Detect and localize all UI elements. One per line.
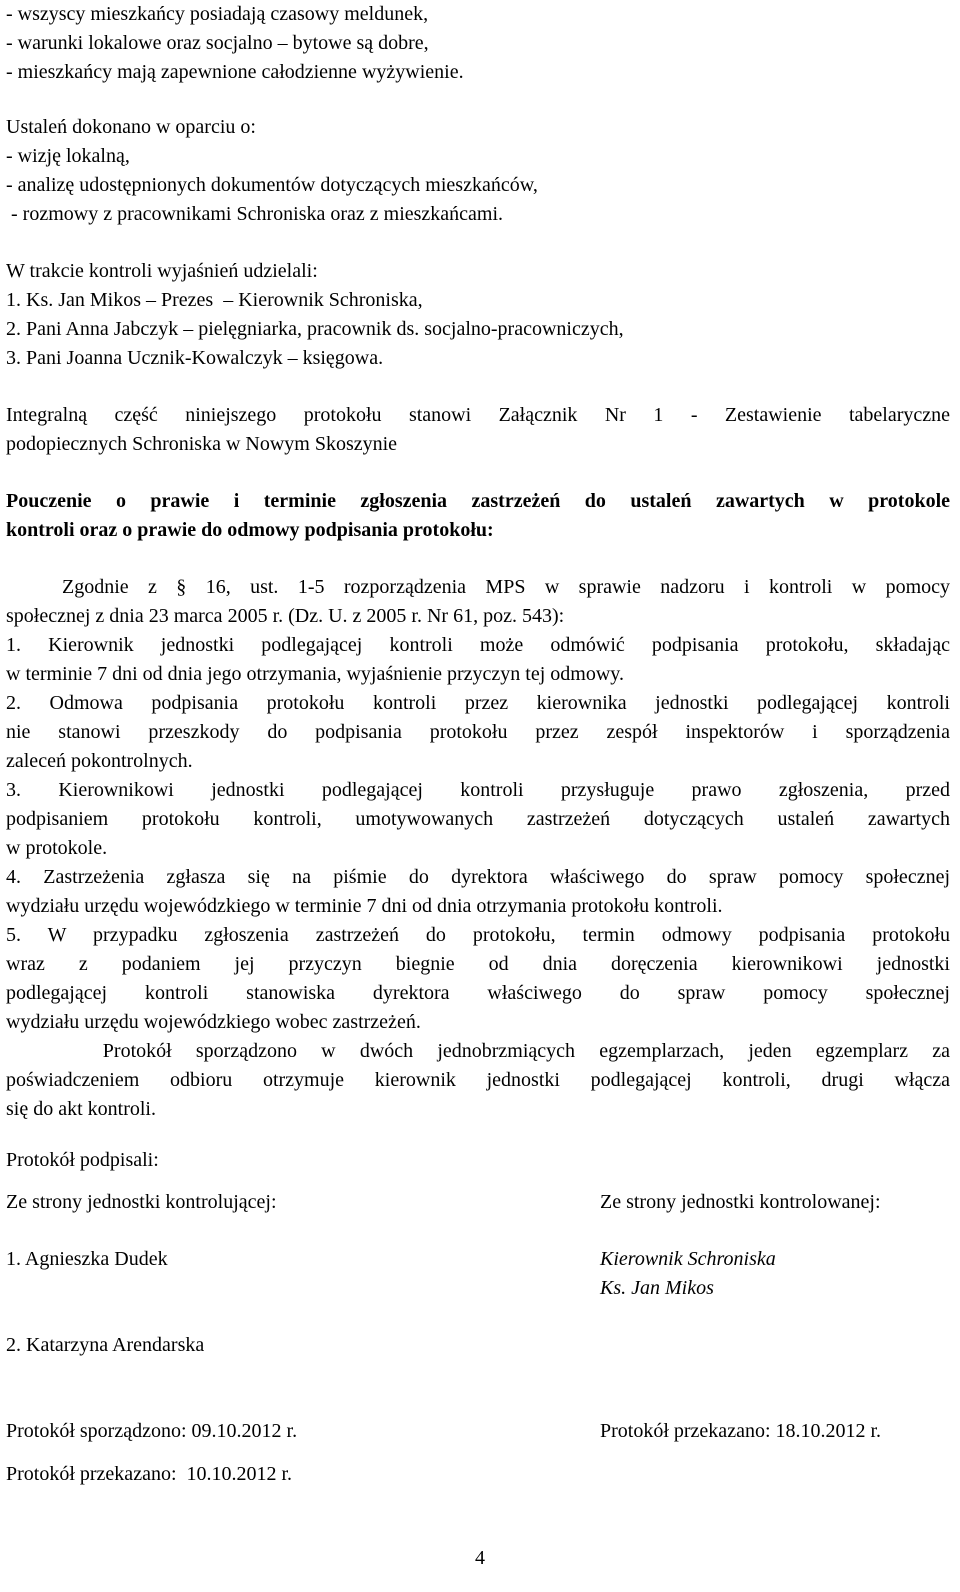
findings-item: - wizję lokalną, <box>6 145 130 167</box>
dates-row-1 <box>6 1417 950 1446</box>
point-line: wraz z podaniem jej przyczyn biegnie od dnia doręczenia kierownikowi jednostki <box>6 953 950 975</box>
prepared-date: Protokół sporządzono: 09.10.2012 r. <box>6 1420 298 1442</box>
page-number: 4 <box>475 1547 485 1569</box>
signature-row-1 <box>6 1245 950 1274</box>
point-4 <box>6 863 950 921</box>
inspected-party-heading: Ze strony jednostki kontrolowanej: <box>600 1191 881 1213</box>
inspecting-party-heading: Ze strony jednostki kontrolującej: <box>6 1191 277 1213</box>
handed-date-right: Protokół przekazano: 18.10.2012 r. <box>600 1420 882 1442</box>
handed-date-left: Protokół przekazano: 10.10.2012 r. <box>6 1463 293 1485</box>
paragraph-line: poświadczeniem odbioru otrzymuje kierownik jednostki podlegającej kontroli, drugi włącza <box>6 1069 950 1091</box>
findings-section <box>6 113 950 229</box>
point-3 <box>6 776 950 863</box>
paragraph-line: społecznej z dnia 23 marca 2005 r. (Dz. U. z 2005 r. Nr 61, poz. 543): <box>6 605 565 627</box>
point-line: w protokole. <box>6 837 108 859</box>
point-line: 2. Odmowa podpisania protokołu kontroli przez kierownika jednostki podlegającej kontroli <box>6 692 950 714</box>
signatures-columns-row <box>6 1188 950 1217</box>
heading-line: Pouczenie o prawie i terminie zgłoszenia zastrzeżeń do ustaleń zawartych w protokole <box>6 490 950 512</box>
point-1 <box>6 631 950 689</box>
paragraph-line: Integralną część niniejszego protokołu stanowi Załącznik Nr 1 - Zestawienie tabelaryczne <box>6 404 950 426</box>
paragraph-line: podopiecznych Schroniska w Nowym Skoszynie <box>6 433 398 455</box>
instruction-points <box>6 631 950 1124</box>
point-line: 3. Kierownikowi jednostki podlegającej kontroli przysługuje prawo zgłoszenia, przed <box>6 779 950 801</box>
dates-row-2 <box>6 1460 950 1489</box>
point-line: podpisaniem protokołu kontroli, umotywowanych zastrzeżeń dotyczących ustaleń zawartych <box>6 808 950 830</box>
findings-heading: Ustaleń dokonano w oparciu o: <box>6 116 256 138</box>
point-line: 5. W przypadku zgłoszenia zastrzeżeń do protokołu, termin odmowy podpisania protokołu <box>6 924 950 946</box>
signature-row-3 <box>6 1331 950 1360</box>
point-line: 4. Zastrzeżenia zgłasza się na piśmie do dyrektora właściwego do spraw pomocy społecznej <box>6 866 950 888</box>
heading-line: kontroli oraz o prawie do odmowy podpisania protokołu: <box>6 519 494 541</box>
bullet-line: - warunki lokalowe oraz socjalno – bytowe są dobre, <box>6 32 429 54</box>
point-line: podlegającej kontroli stanowiska dyrektora właściwego do spraw pomocy społecznej <box>6 982 950 1004</box>
explanations-item: 2. Pani Anna Jabczyk – pielęgniarka, pracownik ds. socjalno-pracowniczych, <box>6 318 624 340</box>
findings-item: - analizę udostępnionych dokumentów dotyczących mieszkańców, <box>6 174 538 196</box>
intro-bullets <box>6 0 950 87</box>
point-line: zaleceń pokontrolnych. <box>6 750 193 772</box>
findings-item: - rozmowy z pracownikami Schroniska oraz z mieszkańcami. <box>6 203 504 225</box>
signatures-heading-row <box>6 1146 950 1175</box>
point-line: 1. Kierownik jednostki podlegającej kontroli może odmówić podpisania protokołu, składając <box>6 634 950 656</box>
paragraph-line: Zgodnie z § 16, ust. 1-5 rozporządzenia MPS w sprawie nadzoru i kontroli w pomocy <box>62 576 950 598</box>
point-line: w terminie 7 dni od dnia jego otrzymania, wyjaśnienie przyczyn tej odmowy. <box>6 663 624 685</box>
inspector-1: 1. Agnieszka Dudek <box>6 1248 168 1270</box>
bullet-line: - wszyscy mieszkańcy posiadają czasowy meldunek, <box>6 3 429 25</box>
point-line: wydziału urzędu wojewódzkiego w terminie 7 dni od dnia otrzymania protokołu kontroli. <box>6 895 723 917</box>
attachment-paragraph <box>6 401 950 459</box>
paragraph-line: Protokół sporządzono w dwóch jednobrzmiących egzemplarzach, jeden egzemplarz za <box>6 1040 950 1062</box>
point-5 <box>6 921 950 1037</box>
signatures-heading: Protokół podpisali: <box>6 1149 159 1171</box>
inspector-2: 2. Katarzyna Arendarska <box>6 1334 205 1356</box>
explanations-section <box>6 257 950 373</box>
point-2 <box>6 689 950 776</box>
legal-basis <box>6 573 950 631</box>
explanations-item: 1. Ks. Jan Mikos – Prezes – Kierownik Schroniska, <box>6 289 423 311</box>
instruction-heading <box>6 487 950 545</box>
signature-row-2 <box>6 1274 950 1303</box>
explanations-item: 3. Pani Joanna Ucznik-Kowalczyk – księgowa. <box>6 347 384 369</box>
inspected-signatory-title: Kierownik Schroniska <box>600 1248 776 1270</box>
point-line: nie stanowi przeszkody do podpisania protokołu przez zespół inspektorów i sporządzenia <box>6 721 950 743</box>
explanations-heading: W trakcie kontroli wyjaśnień udzielali: <box>6 260 318 282</box>
paragraph-line: się do akt kontroli. <box>6 1098 156 1120</box>
bullet-line: - mieszkańcy mają zapewnione całodzienne wyżywienie. <box>6 61 464 83</box>
inspected-signatory-name: Ks. Jan Mikos <box>600 1277 714 1299</box>
point-line: wydziału urzędu wojewódzkiego wobec zastrzeżeń. <box>6 1011 421 1033</box>
copies-paragraph <box>6 1037 950 1124</box>
